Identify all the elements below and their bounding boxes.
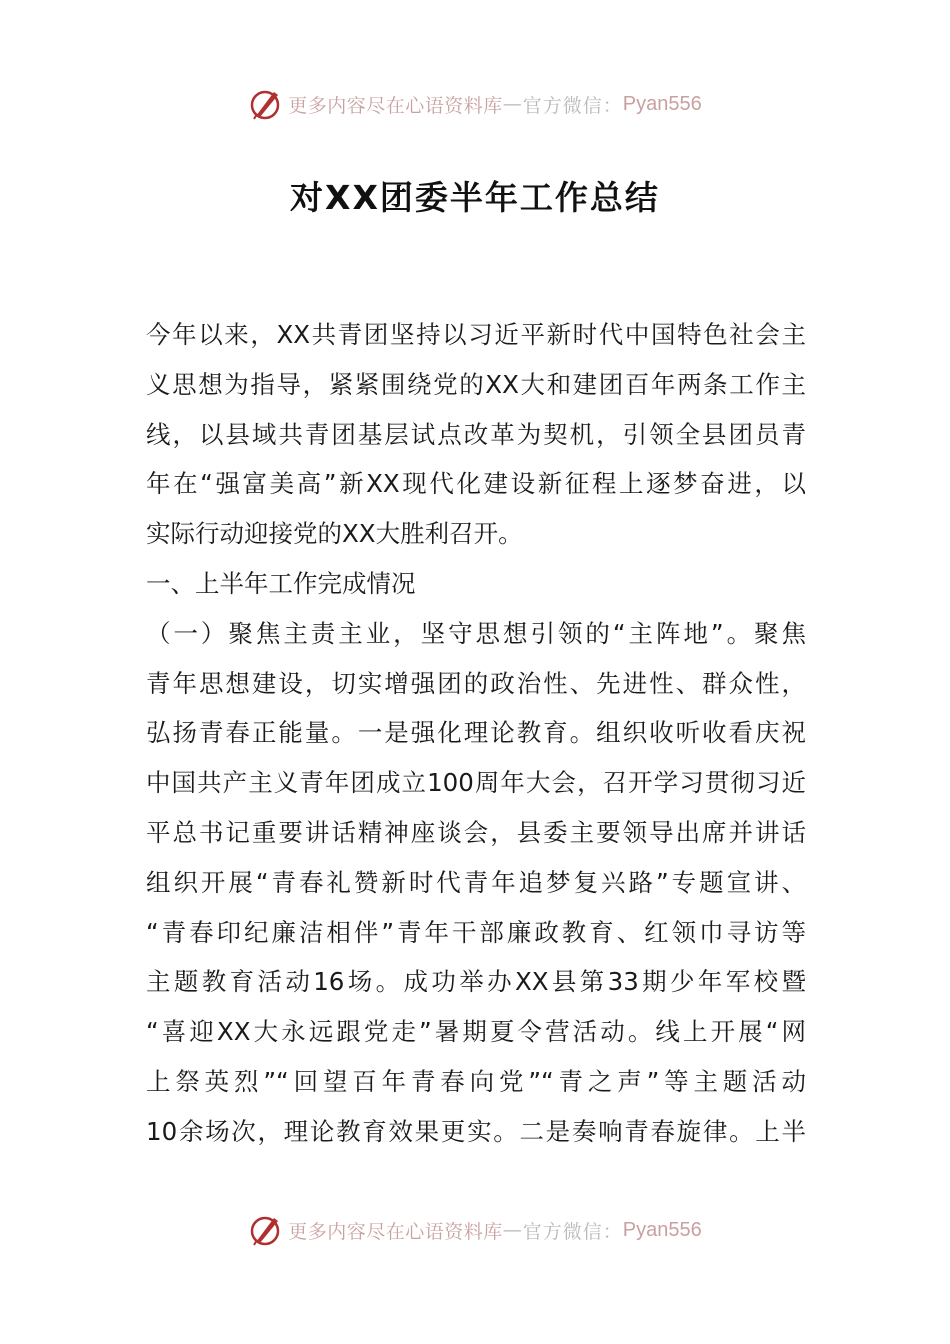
text-line: 主题教育活动16场。成功举办XX县第33期少年军校暨 — [146, 967, 806, 997]
banner-wechat-label: 官方微信： — [522, 1220, 623, 1243]
text-line: 组织开展“青春礼赞新时代青年追梦复兴路”专题宣讲、 — [146, 867, 806, 897]
text-line: 弘扬青春正能量。一是强化理论教育。组织收听收看庆祝 — [146, 718, 806, 748]
quill-logo-icon — [248, 1212, 284, 1248]
text-line: 实际行动迎接党的XX大胜利召开。 — [146, 519, 523, 549]
banner-wechat-id: Pyan556 — [622, 92, 702, 115]
section-heading: 一、上半年工作完成情况 — [146, 568, 416, 598]
text-line: 10余场次，理论教育效果更实。二是奏响青春旋律。上半 — [146, 1116, 806, 1146]
text-line: “喜迎XX大永远跟党走”暑期夏令营活动。线上开展“网 — [146, 1017, 806, 1047]
banner-dash: — — [502, 1219, 523, 1241]
banner-wechat-id: Pyan556 — [622, 1218, 702, 1241]
text-line: 平总书记重要讲话精神座谈会，县委主要领导出席并讲话 — [146, 817, 806, 847]
banner-text: 更多内容尽在心语资料库 — [288, 1220, 503, 1243]
text-line: 青年思想建设，切实增强团的政治性、先进性、群众性， — [146, 668, 806, 698]
document-title: 对XX团委半年工作总结 — [290, 178, 660, 217]
quill-logo-icon — [248, 86, 284, 122]
text-line: 中国共产主义青年团成立100周年大会，召开学习贯彻习近 — [146, 768, 806, 798]
banner-dash: — — [502, 93, 523, 115]
footer-banner — [0, 1210, 950, 1250]
text-line: （一）聚焦主责主业，坚守思想引领的“主阵地”。聚焦 — [146, 618, 806, 648]
document-body — [146, 310, 806, 1157]
text-line: 上祭英烈”“回望百年青春向党”“青之声”等主题活动 — [146, 1066, 806, 1096]
text-line: 义思想为指导，紧紧围绕党的XX大和建团百年两条工作主 — [146, 369, 806, 399]
text-line: 年在“强富美高”新XX现代化建设新征程上逐梦奋进，以 — [146, 469, 806, 499]
text-line: 线，以县域共青团基层试点改革为契机，引领全县团员青 — [146, 419, 806, 449]
banner-wechat-label: 官方微信： — [522, 94, 623, 117]
banner-text: 更多内容尽在心语资料库 — [288, 94, 503, 117]
text-line: “青春印纪廉洁相伴”青年干部廉政教育、红领巾寻访等 — [146, 917, 806, 947]
header-banner — [0, 84, 950, 124]
text-line: 今年以来，XX共青团坚持以习近平新时代中国特色社会主 — [146, 320, 806, 349]
